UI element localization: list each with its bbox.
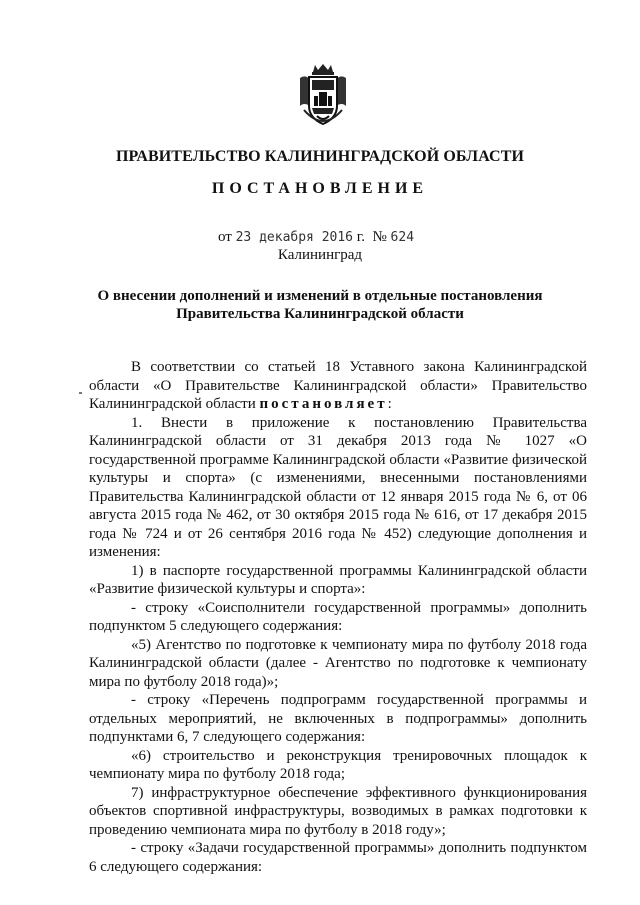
paragraph-preamble — [89, 358, 587, 414]
date-value: 23 декабря 2016 — [235, 230, 354, 245]
subject-line-2: Правительства Калининградской области — [176, 306, 464, 322]
paragraph-8: - строку «Задачи государственной программы» дополнить подпунктом 6 следующего содержания: — [89, 840, 587, 875]
date-line — [218, 229, 414, 246]
government-title: ПРАВИТЕЛЬСТВО КАЛИНИНГРАДСКОЙ ОБЛАСТИ — [115, 148, 525, 165]
preamble-text: В соответствии со статьей 18 Уставного закона Калининградской области «О Правительстве Калининградской области» Правительство Калининградской области — [89, 359, 587, 412]
number-prefix: № — [372, 229, 387, 245]
paragraph-2: 1) в паспорте государственной программы Калининградской области «Развитие физической культуры и спорта»: — [89, 562, 587, 597]
subject-line-1: О внесении дополнений и изменений в отдельные постановления — [97, 288, 543, 304]
paragraph-1: 1. Внести в приложение к постановлению Правительства Калининградской области от 31 декабря 2013 года № 1027 «О государственной программе Калининградской области «Развитие физической культуры и спорта» (с изменениями, внесенными постановлениями Правительства Калининградской области от 12 января 2015 года № 6, от 06 августа 2015 года № 462, от 30 октября 2015 года № 616, от 17 декабря 2015 года № 724 и от 26 сентября 2016 года № 452) следующие дополнения и изменения: — [89, 414, 587, 560]
paragraph-6: «6) строительство и реконструкция тренировочных площадок к чемпионату мира по футболу 2018 года; — [89, 747, 587, 782]
paragraph-5: - строку «Перечень подпрограмм государственной программы и отдельных мероприятий, не включенных в подпрограммы» дополнить подпунктами 6, 7 следующего содержания: — [89, 692, 587, 745]
document-body — [89, 358, 587, 876]
paragraph-7: 7) инфраструктурное обеспечение эффективного функционирования объектов спортивной инфраструктуры, возводимых в рамках подготовки к проведению чемпионата мира по футболу в 2018 году»; — [89, 784, 587, 838]
preamble-end: : — [387, 396, 392, 412]
paragraph-3: - строку «Соисполнители государственной программы» дополнить подпунктом 5 следующего содержания: — [89, 599, 587, 634]
paragraph-4: «5) Агентство по подготовке к чемпионату мира по футболу 2018 года Калининградской области (далее - Агентство по подготовке к чемпионату мира по футболу 2018 года)»; — [89, 636, 587, 690]
decree-verb: постановляет — [259, 396, 388, 412]
document-subject — [80, 287, 560, 323]
date-prefix: от — [218, 229, 232, 245]
coat-of-arms-emblem — [298, 62, 348, 128]
city: Калининград — [277, 247, 363, 263]
margin-mark — [79, 392, 82, 394]
year-suffix: г. — [356, 229, 365, 245]
document-kind: ПОСТАНОВЛЕНИЕ — [211, 180, 429, 197]
number-value: 624 — [390, 230, 415, 245]
